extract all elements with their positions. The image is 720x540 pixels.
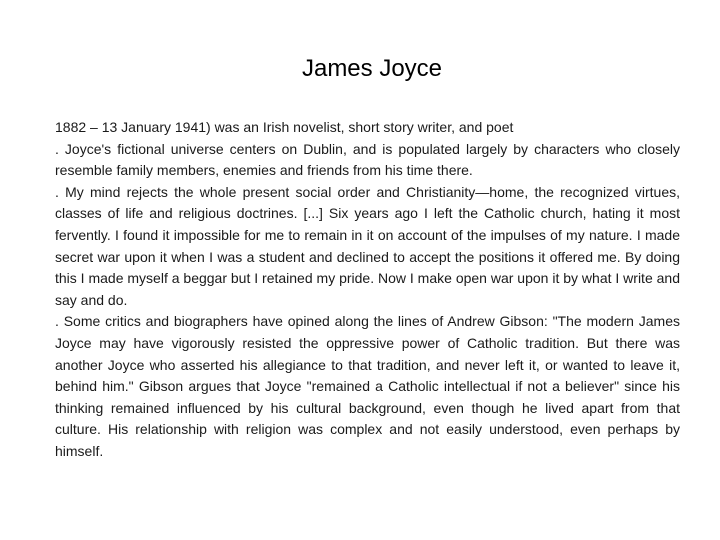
slide-title: James Joyce xyxy=(301,55,443,82)
paragraph-dublin-universe: . Joyce's fictional universe centers on Dublin, and is populated largely by characters who closely resemble family members, enemies and friends from his time there. xyxy=(55,140,680,179)
slide-body xyxy=(55,117,680,463)
paragraph-christianity-quote: . My mind rejects the whole present social order and Christianity—home, the recognized virtues, classes of life and religious doctrines. [...] Six years ago I left the Catholic church, hating it most fervently. I found it impossible for me to remain in it on account of the impulses of my nature. I made secret war upon it when I was a student and declined to accept the positions it offered me. By doing this I made myself a beggar but I retained my pride. Now I make open war upon it by what I write and say and do. xyxy=(55,183,680,308)
paragraph-birth-intro: 1882 – 13 January 1941) was an Irish novelist, short story writer, and poet xyxy=(55,119,514,135)
paragraph-gibson-critics: . Some critics and biographers have opined along the lines of Andrew Gibson: "The modern James Joyce may have vigorously resisted the oppressive power of Catholic tradition. But there was another Joyce who asserted his allegiance to that tradition, and never left it, or wanted to leave it, behind him." Gibson argues that Joyce "remained a Catholic intellectual if not a believer" since his thinking remained influenced by his cultural background, even though he lived apart from that culture. His relationship with religion was complex and not easily understood, even perhaps by himself. xyxy=(55,313,680,459)
